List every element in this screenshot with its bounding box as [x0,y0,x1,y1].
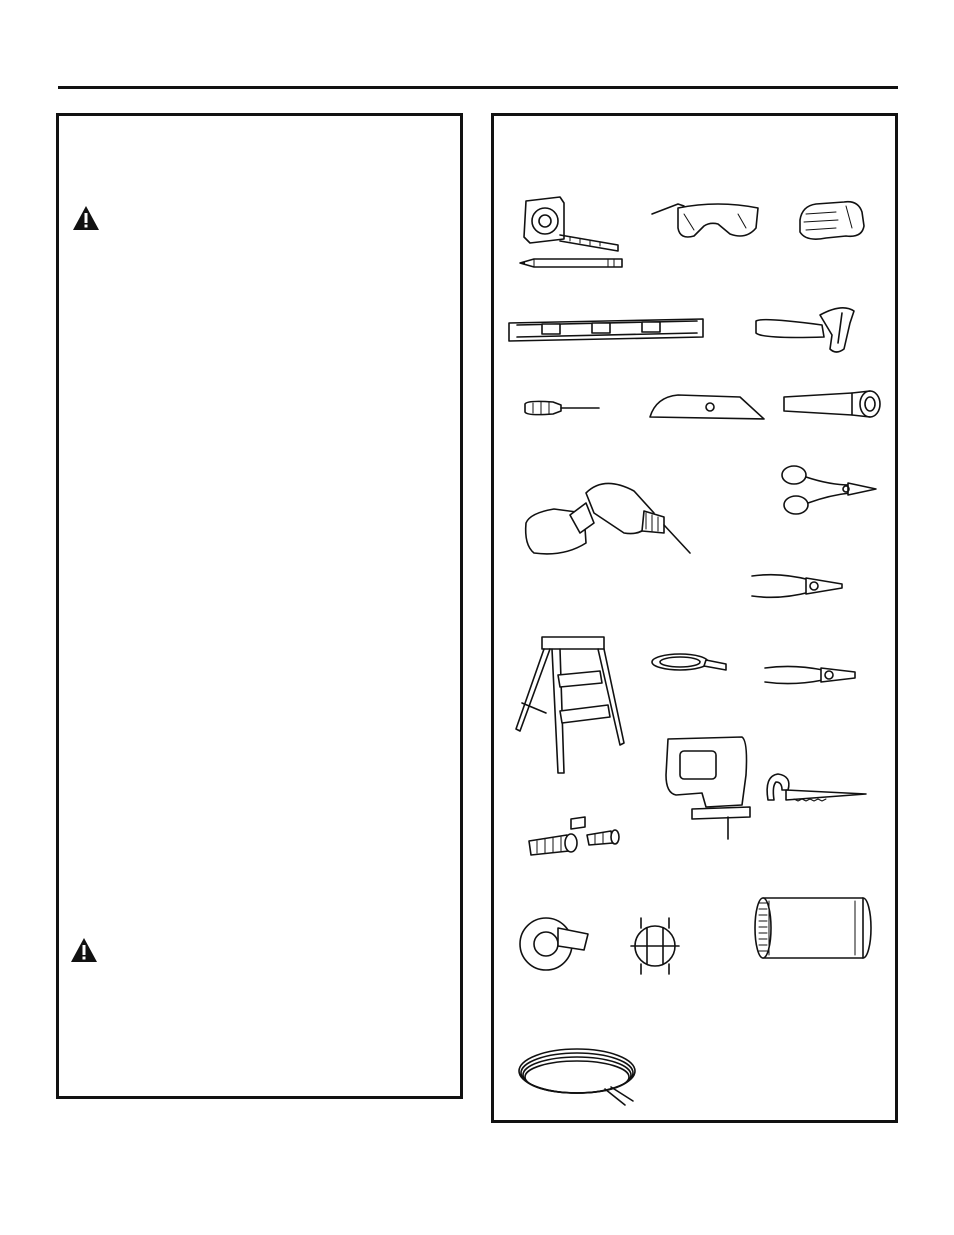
duct-section-icon [755,895,873,961]
level-icon [507,315,707,345]
warning-triangle-icon [72,205,100,231]
drill-icon [524,473,692,558]
tin-snips-icon [780,463,878,518]
header-rule [58,86,898,89]
screwdriver-icon [523,398,603,418]
cable-clamp-icon [627,914,683,976]
step-ladder-icon [512,633,627,775]
socket-wrench-icon [782,389,882,421]
electrical-tape-icon [650,650,728,674]
pliers-icon [750,568,846,603]
tape-measure-icon [520,195,625,255]
jigsaw-icon [662,735,752,841]
utility-knife-icon [648,393,766,423]
instructions-panel [56,113,463,1099]
pencil-icon [518,256,628,270]
keyhole-saw-icon [764,772,868,808]
work-gloves-icon [796,198,868,246]
wire-coil-icon [515,1045,645,1110]
hammer-icon [752,303,862,358]
wire-nuts-icon [527,813,623,859]
duct-tape-icon [518,910,592,974]
warning-triangle-icon [70,937,98,963]
wire-strippers-icon [763,660,859,690]
safety-glasses-icon [648,200,763,245]
